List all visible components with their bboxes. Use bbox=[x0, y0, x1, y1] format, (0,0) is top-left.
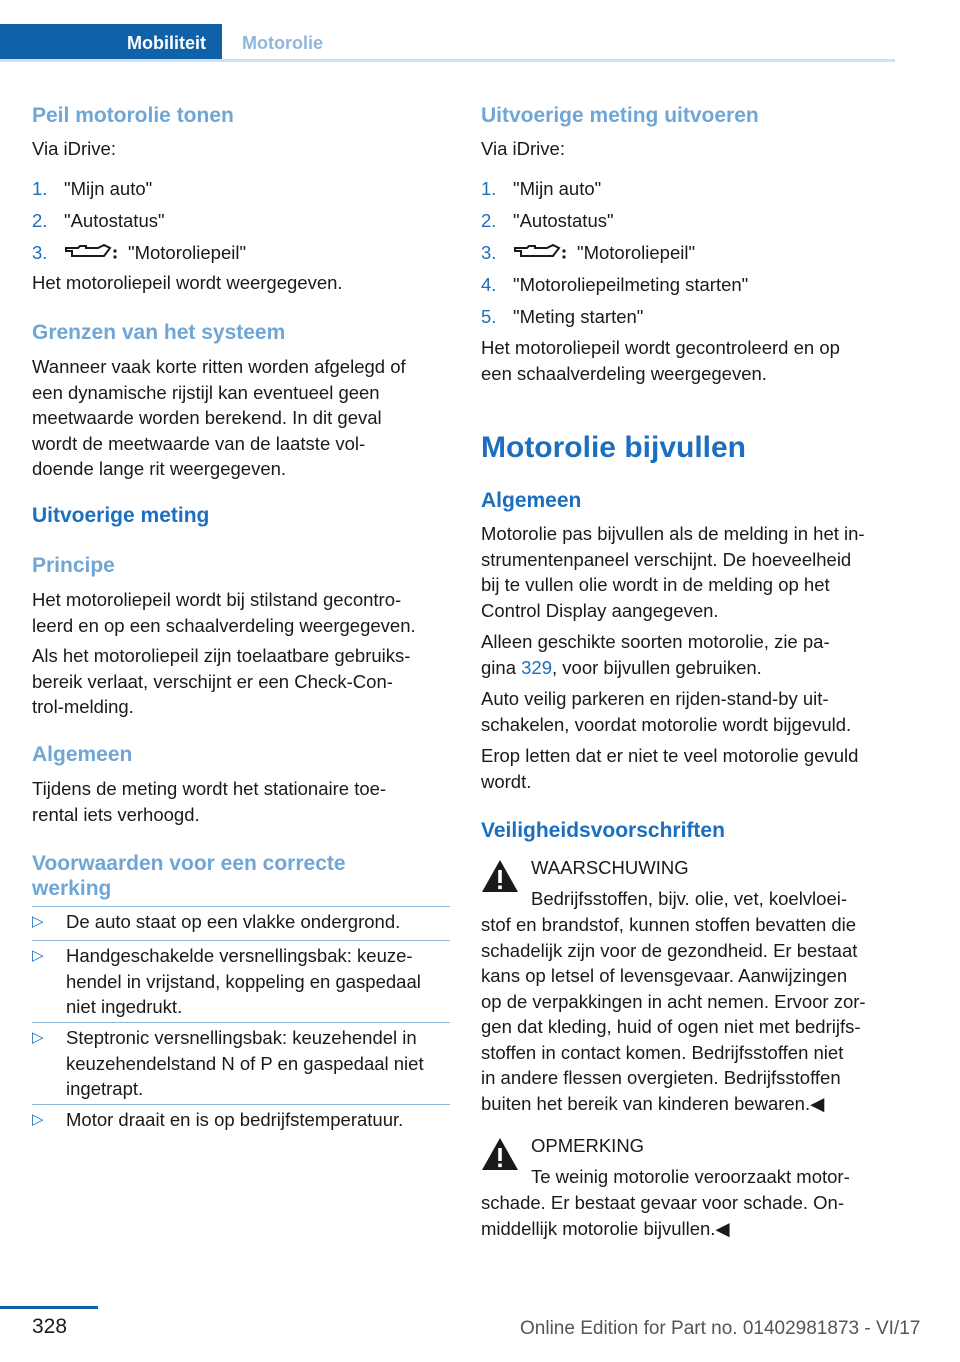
text-line: Als het motoroliepeil zijn toelaatbare gebruiks‐ bbox=[32, 645, 411, 666]
step-text: "Autostatus" bbox=[64, 210, 165, 231]
text-line: wordt. bbox=[481, 770, 532, 792]
page-number: 328 bbox=[32, 1315, 68, 1338]
text-line: schadelijk zijn voor de gezondheid. Er bestaat bbox=[481, 939, 858, 961]
text-line: een dynamische rijstijl kan eventueel geen bbox=[32, 381, 380, 403]
oil-can-icon bbox=[64, 242, 118, 262]
step-number: 3. bbox=[481, 242, 497, 263]
text-line: schakelen, voordat motorolie wordt bijgevuld. bbox=[481, 713, 852, 735]
paragraph-principe-1 bbox=[32, 587, 416, 638]
paragraph-gecontroleerd bbox=[481, 335, 840, 386]
warning-body bbox=[481, 912, 866, 1116]
paragraph-algemeen-4 bbox=[481, 743, 858, 794]
note-title: OPMERKING bbox=[531, 1135, 645, 1156]
text-line: Steptronic versnellingsbak: keuzehendel in bbox=[66, 1027, 417, 1048]
text-part: , voor bijvullen gebruiken. bbox=[552, 656, 762, 678]
step-text: "Motoroliepeilmeting starten" bbox=[513, 274, 749, 295]
oil-can-icon bbox=[513, 242, 567, 262]
text-line: werking bbox=[32, 877, 112, 900]
via-idrive-text: Via iDrive: bbox=[32, 138, 116, 159]
step-number: 1. bbox=[481, 178, 497, 199]
text-line: stof en brandstof, kunnen stoffen bevatten die bbox=[481, 914, 857, 935]
text-line: strumentenpaneel verschijnt. De hoeveelheid bbox=[481, 548, 852, 570]
step-text: "Meting starten" bbox=[513, 306, 644, 327]
text-line: Tijdens de meting wordt het stationaire toe‐ bbox=[32, 778, 387, 799]
step-number: 2. bbox=[481, 210, 497, 231]
list-divider bbox=[32, 1104, 450, 1105]
text-line: buiten het bereik van kinderen bewaren.◀ bbox=[481, 1092, 825, 1114]
step-number: 3. bbox=[32, 242, 48, 263]
text-line: wordt de meetwaarde van de laatste vol‐ bbox=[32, 432, 366, 454]
step-number: 5. bbox=[481, 306, 497, 327]
heading-uitvoerige-meting: Uitvoerige meting bbox=[32, 504, 210, 527]
bullet-text bbox=[66, 943, 421, 1020]
list-divider bbox=[32, 1022, 450, 1023]
text-line: Erop letten dat er niet te veel motorolie gevuld bbox=[481, 745, 859, 766]
list-divider bbox=[32, 940, 450, 941]
paragraph-algemeen-2 bbox=[481, 629, 830, 680]
text-line: rental iets verhoogd. bbox=[32, 803, 200, 825]
warning-first-line: Bedrijfsstoffen, bijv. olie, vet, koelvloei‐ bbox=[531, 888, 848, 909]
text-line: Control Display aangegeven. bbox=[481, 599, 719, 621]
step-text: "Autostatus" bbox=[513, 210, 614, 231]
warning-triangle-icon bbox=[481, 859, 519, 893]
text-line: Het motoroliepeil wordt gecontroleerd en op bbox=[481, 337, 840, 358]
text-line: Auto veilig parkeren en rijden-stand-by uit‐ bbox=[481, 688, 829, 709]
text-line: ingetrapt. bbox=[66, 1078, 144, 1099]
heading-principe: Principe bbox=[32, 554, 115, 577]
bullet-text: De auto staat op een vlakke ondergrond. bbox=[66, 911, 401, 932]
text-line: leerd en op een schaalverdeling weergegeven. bbox=[32, 614, 416, 636]
heading-algemeen: Algemeen bbox=[481, 489, 582, 512]
step-3-content bbox=[513, 240, 695, 265]
paragraph-algemeen bbox=[32, 776, 386, 827]
paragraph-grenzen bbox=[32, 354, 406, 482]
heading-voorwaarden bbox=[32, 851, 346, 901]
step-text: "Motoroliepeil" bbox=[128, 242, 247, 263]
via-idrive-text: Via iDrive: bbox=[481, 138, 565, 159]
text-line: doende lange rit weergegeven. bbox=[32, 458, 287, 479]
page-link-329[interactable]: 329 bbox=[521, 656, 552, 678]
heading-motorolie-bijvullen: Motorolie bijvullen bbox=[481, 431, 747, 464]
heading-algemeen: Algemeen bbox=[32, 743, 133, 766]
text-line: kans op letsel of levensgevaar. Aanwijzingen bbox=[481, 965, 848, 986]
step-number: 1. bbox=[32, 178, 48, 199]
bullet-text: Motor draait en is op bedrijfstemperatuur. bbox=[66, 1109, 404, 1130]
page-header bbox=[0, 24, 895, 62]
heading-peil-motorolie-tonen: Peil motorolie tonen bbox=[32, 104, 234, 127]
bullet-text bbox=[66, 1025, 424, 1102]
text-part: gina bbox=[481, 656, 522, 678]
heading-grenzen: Grenzen van het systeem bbox=[32, 321, 286, 344]
step-number: 2. bbox=[32, 210, 48, 231]
step-3-content bbox=[64, 240, 246, 265]
note-body bbox=[481, 1190, 844, 1241]
text-line: middellijk motorolie bijvullen.◀ bbox=[481, 1217, 730, 1239]
step-text: "Mijn auto" bbox=[64, 178, 153, 199]
heading-uitvoerige-meting-uitvoeren: Uitvoerige meting uitvoeren bbox=[481, 104, 759, 127]
triangle-bullet-icon: ▷ bbox=[32, 1111, 44, 1128]
text-line: bij te vullen olie wordt in de melding op het bbox=[481, 574, 830, 595]
text-line: Alleen geschikte soorten motorolie, zie pa‐ bbox=[481, 631, 830, 652]
list-divider bbox=[32, 906, 450, 907]
text-line: keuzehendelstand N of P en gaspedaal niet bbox=[66, 1052, 424, 1074]
paragraph-weergegeven: Het motoroliepeil wordt weergegeven. bbox=[32, 272, 343, 293]
edition-text: Online Edition for Part no. 01402981873 - VI/17 bbox=[520, 1318, 921, 1339]
step-number: 4. bbox=[481, 274, 497, 295]
tab-mobiliteit[interactable]: Mobiliteit bbox=[0, 24, 222, 62]
text-line: bereik verlaat, verschijnt er een Check-Con‐ bbox=[32, 670, 393, 692]
text-line: Voorwaarden voor een correcte bbox=[32, 852, 346, 875]
text-line: schade. Er bestaat gevaar voor schade. On‐ bbox=[481, 1192, 845, 1213]
step-text: "Motoroliepeil" bbox=[577, 242, 696, 263]
text-line: hendel in vrijstand, koppeling en gaspedaal bbox=[66, 970, 421, 992]
text-line: op de verpakkingen in acht nemen. Ervoor zor‐ bbox=[481, 990, 866, 1012]
text-line: gen dat kleding, huid of ogen niet met bedrijfs‐ bbox=[481, 1016, 861, 1037]
text-line: niet ingedrukt. bbox=[66, 996, 183, 1017]
warning-title: WAARSCHUWING bbox=[531, 857, 689, 878]
heading-veiligheidsvoorschriften: Veiligheidsvoorschriften bbox=[481, 819, 725, 842]
paragraph-algemeen-1 bbox=[481, 521, 865, 623]
text-line: een schaalverdeling weergegeven. bbox=[481, 362, 767, 384]
paragraph-algemeen-3 bbox=[481, 686, 851, 737]
step-text: "Mijn auto" bbox=[513, 178, 602, 199]
header-rule bbox=[0, 59, 895, 62]
note-first-line: Te weinig motorolie veroorzaakt motor‐ bbox=[531, 1166, 850, 1187]
paragraph-principe-2 bbox=[32, 643, 410, 720]
text-line: Het motoroliepeil wordt bij stilstand gecontro‐ bbox=[32, 589, 402, 610]
text-line: in andere flessen overgieten. Bedrijfsstoffen bbox=[481, 1067, 841, 1088]
text-line: stoffen in contact komen. Bedrijfsstoffen niet bbox=[481, 1041, 844, 1063]
warning-triangle-icon bbox=[481, 1137, 519, 1171]
triangle-bullet-icon: ▷ bbox=[32, 947, 44, 964]
text-line: Wanneer vaak korte ritten worden afgelegd of bbox=[32, 356, 406, 377]
text-line bbox=[481, 655, 830, 681]
text-line: Motorolie pas bijvullen als de melding in het in‐ bbox=[481, 523, 865, 544]
text-line: trol-melding. bbox=[32, 696, 134, 717]
text-line: Handgeschakelde versnellingsbak: keuze‐ bbox=[66, 945, 413, 966]
triangle-bullet-icon: ▷ bbox=[32, 913, 44, 930]
footer-rule bbox=[0, 1306, 98, 1309]
text-line: meetwaarde worden berekend. In dit geval bbox=[32, 407, 382, 428]
tab-motorolie[interactable]: Motorolie bbox=[242, 33, 323, 53]
triangle-bullet-icon: ▷ bbox=[32, 1029, 44, 1046]
